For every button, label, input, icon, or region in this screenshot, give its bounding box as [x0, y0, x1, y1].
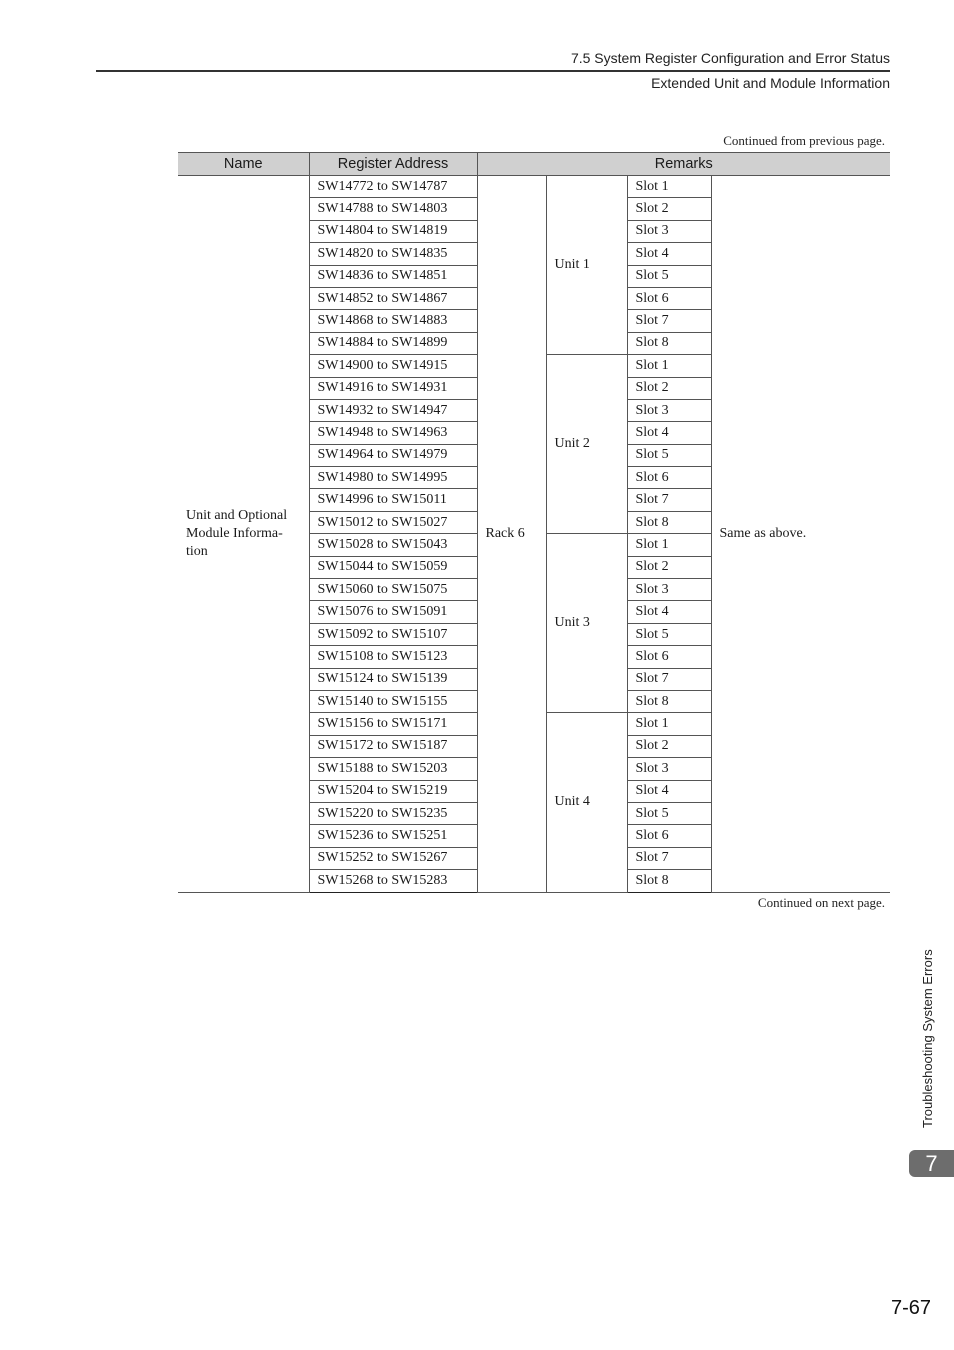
slot-cell: Slot 2: [627, 198, 711, 220]
slot-cell: Slot 5: [627, 444, 711, 466]
slot-cell: Slot 8: [627, 870, 711, 892]
register-address-cell: SW14996 to SW15011: [309, 489, 477, 511]
header-rule: [96, 70, 890, 72]
continued-on-note: Continued on next page.: [757, 895, 885, 910]
register-address-cell: SW15268 to SW15283: [309, 870, 477, 892]
table-row: [178, 176, 890, 198]
register-address-cell: SW14852 to SW14867: [309, 287, 477, 309]
rack-cell: Rack 6: [477, 176, 546, 893]
register-address-cell: SW14820 to SW14835: [309, 243, 477, 265]
register-address-cell: SW15028 to SW15043: [309, 534, 477, 556]
slot-cell: Slot 8: [627, 690, 711, 712]
register-address-cell: SW15012 to SW15027: [309, 511, 477, 533]
slot-cell: Slot 8: [627, 332, 711, 354]
register-address-cell: SW14868 to SW14883: [309, 310, 477, 332]
slot-cell: Slot 4: [627, 422, 711, 444]
register-address-cell: SW14900 to SW14915: [309, 355, 477, 377]
slot-cell: Slot 4: [627, 601, 711, 623]
section-title: 7.5 System Register Configuration and Error Status: [570, 50, 890, 66]
slot-cell: Slot 2: [627, 556, 711, 578]
register-address-cell: SW15172 to SW15187: [309, 735, 477, 757]
register-address-cell: SW15204 to SW15219: [309, 780, 477, 802]
register-address-cell: SW14836 to SW14851: [309, 265, 477, 287]
slot-cell: Slot 6: [627, 646, 711, 668]
slot-cell: Slot 5: [627, 265, 711, 287]
slot-cell: Slot 3: [627, 579, 711, 601]
slot-cell: Slot 2: [627, 377, 711, 399]
slot-cell: Slot 1: [627, 355, 711, 377]
register-address-cell: SW15108 to SW15123: [309, 646, 477, 668]
register-address-cell: SW14916 to SW14931: [309, 377, 477, 399]
register-address-cell: SW14948 to SW14963: [309, 422, 477, 444]
column-header-name: Name: [178, 153, 309, 176]
slot-cell: Slot 4: [627, 780, 711, 802]
table-header-row: [178, 153, 890, 176]
slot-cell: Slot 7: [627, 310, 711, 332]
register-address-cell: SW15044 to SW15059: [309, 556, 477, 578]
slot-cell: Slot 3: [627, 758, 711, 780]
slot-cell: Slot 5: [627, 802, 711, 824]
slot-cell: Slot 5: [627, 623, 711, 645]
chapter-tab: 7: [909, 1150, 954, 1177]
register-address-cell: SW15092 to SW15107: [309, 623, 477, 645]
register-address-cell: SW15236 to SW15251: [309, 825, 477, 847]
remarks-cell: Same as above.: [711, 176, 890, 893]
name-cell: Unit and Optional Module Informa-tion: [178, 176, 309, 893]
unit-cell: Unit 2: [546, 355, 627, 534]
column-header-remarks: Remarks: [477, 153, 890, 176]
slot-cell: Slot 6: [627, 287, 711, 309]
slot-cell: Slot 3: [627, 399, 711, 421]
register-address-cell: SW15156 to SW15171: [309, 713, 477, 735]
slot-cell: Slot 6: [627, 467, 711, 489]
slot-cell: Slot 6: [627, 825, 711, 847]
register-address-cell: SW15220 to SW15235: [309, 802, 477, 824]
slot-cell: Slot 2: [627, 735, 711, 757]
slot-cell: Slot 8: [627, 511, 711, 533]
slot-cell: Slot 3: [627, 220, 711, 242]
column-header-register-address: Register Address: [309, 153, 477, 176]
register-address-cell: SW15076 to SW15091: [309, 601, 477, 623]
slot-cell: Slot 4: [627, 243, 711, 265]
unit-cell: Unit 4: [546, 713, 627, 892]
register-address-cell: SW14964 to SW14979: [309, 444, 477, 466]
slot-cell: Slot 1: [627, 534, 711, 556]
register-address-cell: SW15124 to SW15139: [309, 668, 477, 690]
register-address-cell: SW14772 to SW14787: [309, 176, 477, 198]
register-address-cell: SW15060 to SW15075: [309, 579, 477, 601]
slot-cell: Slot 7: [627, 847, 711, 869]
register-address-cell: SW15140 to SW15155: [309, 690, 477, 712]
slot-cell: Slot 1: [627, 176, 711, 198]
register-address-cell: SW14884 to SW14899: [309, 332, 477, 354]
slot-cell: Slot 7: [627, 668, 711, 690]
register-address-cell: SW14980 to SW14995: [309, 467, 477, 489]
register-address-cell: SW15188 to SW15203: [309, 758, 477, 780]
subsection-title: Extended Unit and Module Information: [651, 75, 890, 91]
register-address-cell: SW14932 to SW14947: [309, 399, 477, 421]
chapter-side-label: Troubleshooting System Errors: [920, 949, 935, 1128]
register-address-cell: SW15252 to SW15267: [309, 847, 477, 869]
continued-from-note: Continued from previous page.: [723, 133, 885, 148]
unit-cell: Unit 1: [546, 176, 627, 355]
page-number: 7-67: [890, 1297, 931, 1319]
register-address-cell: SW14788 to SW14803: [309, 198, 477, 220]
register-table: [178, 152, 890, 893]
register-address-cell: SW14804 to SW14819: [309, 220, 477, 242]
unit-cell: Unit 3: [546, 534, 627, 713]
slot-cell: Slot 1: [627, 713, 711, 735]
slot-cell: Slot 7: [627, 489, 711, 511]
